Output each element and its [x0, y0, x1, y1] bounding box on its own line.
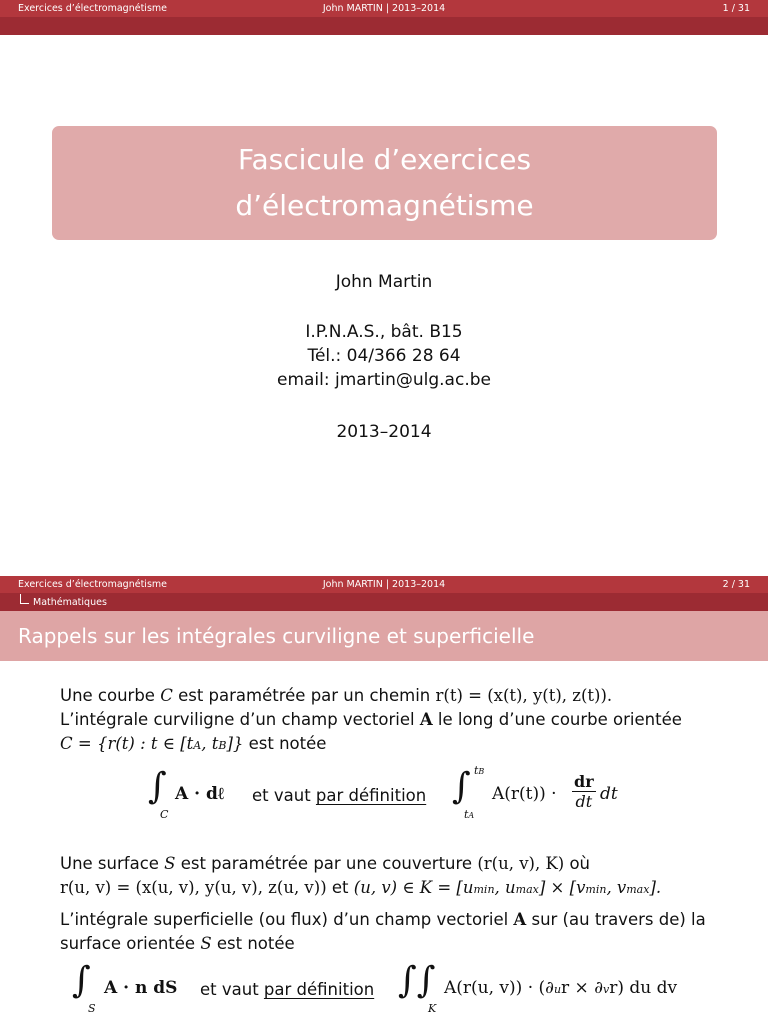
underlined-text: par définition	[315, 786, 427, 805]
section-label: Mathématiques	[33, 597, 107, 608]
integral-sign: ∫	[148, 766, 167, 807]
text: est notée	[211, 934, 295, 953]
frame-title: Rappels sur les intégrales curviligne et superficielle	[0, 611, 768, 661]
text: t	[474, 764, 479, 777]
integral-sign: ∫	[452, 766, 471, 807]
text: B	[478, 767, 485, 776]
double-integral-sign: ∫∫	[398, 960, 436, 1001]
math-surface: S	[200, 934, 212, 953]
math-vector-a: A	[419, 710, 433, 729]
header-author-date: John MARTIN | 2013–2014	[322, 579, 446, 590]
math: , u	[494, 878, 516, 897]
text: L’intégrale curviligne d’un champ vectoriel	[60, 710, 420, 729]
subscript: max	[626, 883, 650, 896]
math-param: r(u, v) = (x(u, v), y(u, v), z(u, v))	[60, 878, 327, 897]
equation-line-integral	[0, 766, 768, 826]
integrand: A · n dS	[104, 978, 178, 998]
integral-sign: ∫	[72, 960, 91, 1001]
equation-surface-integral	[0, 960, 768, 1020]
math-cover: (r(u, v), K)	[477, 854, 565, 873]
text: surface orientée	[60, 934, 201, 953]
paragraph-flux	[60, 908, 720, 932]
math-curve-set: C = {r(t) : t ∈ [t	[60, 734, 194, 753]
paragraph-surface-param	[60, 876, 720, 902]
slide-header	[0, 0, 768, 17]
equation-text	[252, 786, 426, 805]
text: et vaut	[252, 786, 316, 805]
text: L’intégrale superficielle (ou flux) d’un champ vectoriel	[60, 910, 514, 929]
integral-subscript: S	[88, 1002, 96, 1015]
integral-subscript: C	[160, 808, 169, 821]
text: Une surface	[60, 854, 165, 873]
text: sur (au travers de) la	[526, 910, 706, 929]
equation-text	[200, 980, 374, 999]
integrand-rhs: A(r(t)) ·	[492, 784, 557, 804]
integral-lower-bound	[464, 808, 474, 821]
math-path: r(t) = (x(t), y(t), z(t)).	[435, 686, 613, 705]
text: A	[468, 811, 475, 820]
math-surface: S	[164, 854, 176, 873]
integrand: A · dℓ	[175, 784, 225, 804]
section-strip	[0, 593, 768, 611]
fraction	[572, 772, 596, 811]
subscript: min	[473, 883, 495, 896]
section-arrow-icon	[20, 594, 29, 604]
subscript: max	[515, 883, 539, 896]
header-author-date: John MARTIN | 2013–2014	[322, 3, 446, 14]
author-address: I.P.N.A.S., bât. B15	[305, 322, 463, 342]
author-name: John Martin	[335, 272, 433, 292]
math: r) du dv	[609, 978, 678, 998]
header-page-number: 1 / 31	[722, 3, 750, 14]
text: et	[326, 878, 354, 897]
subscript: v	[603, 983, 610, 996]
text: et vaut	[200, 980, 264, 999]
paragraph-line-integral	[60, 708, 720, 732]
text: Une courbe	[60, 686, 161, 705]
header-short-title: Exercices d’électromagnétisme	[18, 3, 167, 14]
text: t	[464, 808, 469, 821]
text: est paramétrée par une couverture	[175, 854, 478, 873]
math: ].	[649, 878, 662, 897]
title-line-2: d’électromagnétisme	[235, 189, 534, 222]
paragraph-flux-2	[60, 932, 720, 956]
presentation-date: 2013–2014	[336, 422, 432, 442]
slide-header	[0, 576, 768, 593]
paragraph-curve-definition	[60, 684, 720, 708]
author-email: email: jmartin@ulg.ac.be	[277, 370, 491, 390]
title-line-1: Fascicule d’exercices	[237, 143, 532, 176]
title-box	[52, 126, 717, 240]
header-page-number: 2 / 31	[722, 579, 750, 590]
math-curve: C	[160, 686, 173, 705]
math: r × ∂	[561, 978, 603, 998]
header-short-title: Exercices d’électromagnétisme	[18, 579, 167, 590]
text: est notée	[243, 734, 327, 753]
differential: dt	[600, 784, 618, 804]
content-slide	[0, 576, 768, 1024]
header-subline	[0, 17, 768, 35]
math: , v	[606, 878, 627, 897]
text: le long d’une courbe orientée	[432, 710, 682, 729]
fraction-numerator: dr	[574, 772, 594, 791]
math: A(r(u, v)) · (∂	[444, 978, 554, 998]
paragraph-curve-set: C = {r(t) : t ∈ [tA, tB]} est notée	[60, 734, 327, 753]
math-domain: (u, v) ∈ K = [u	[353, 878, 474, 897]
math-vector-a: A	[513, 910, 527, 929]
subscript: u	[553, 983, 562, 996]
text: est paramétrée par un chemin	[172, 686, 436, 705]
text: où	[564, 854, 591, 873]
paragraph-surface-definition	[60, 852, 720, 876]
subscript: min	[585, 883, 607, 896]
math: ] × [v	[538, 878, 586, 897]
integral-subscript: K	[428, 1002, 437, 1015]
integral-upper-bound	[474, 764, 484, 777]
integrand-rhs	[444, 978, 677, 998]
underlined-text: par définition	[263, 980, 375, 999]
author-phone: Tél.: 04/366 28 64	[307, 346, 461, 366]
fraction-denominator: dt	[575, 792, 593, 811]
